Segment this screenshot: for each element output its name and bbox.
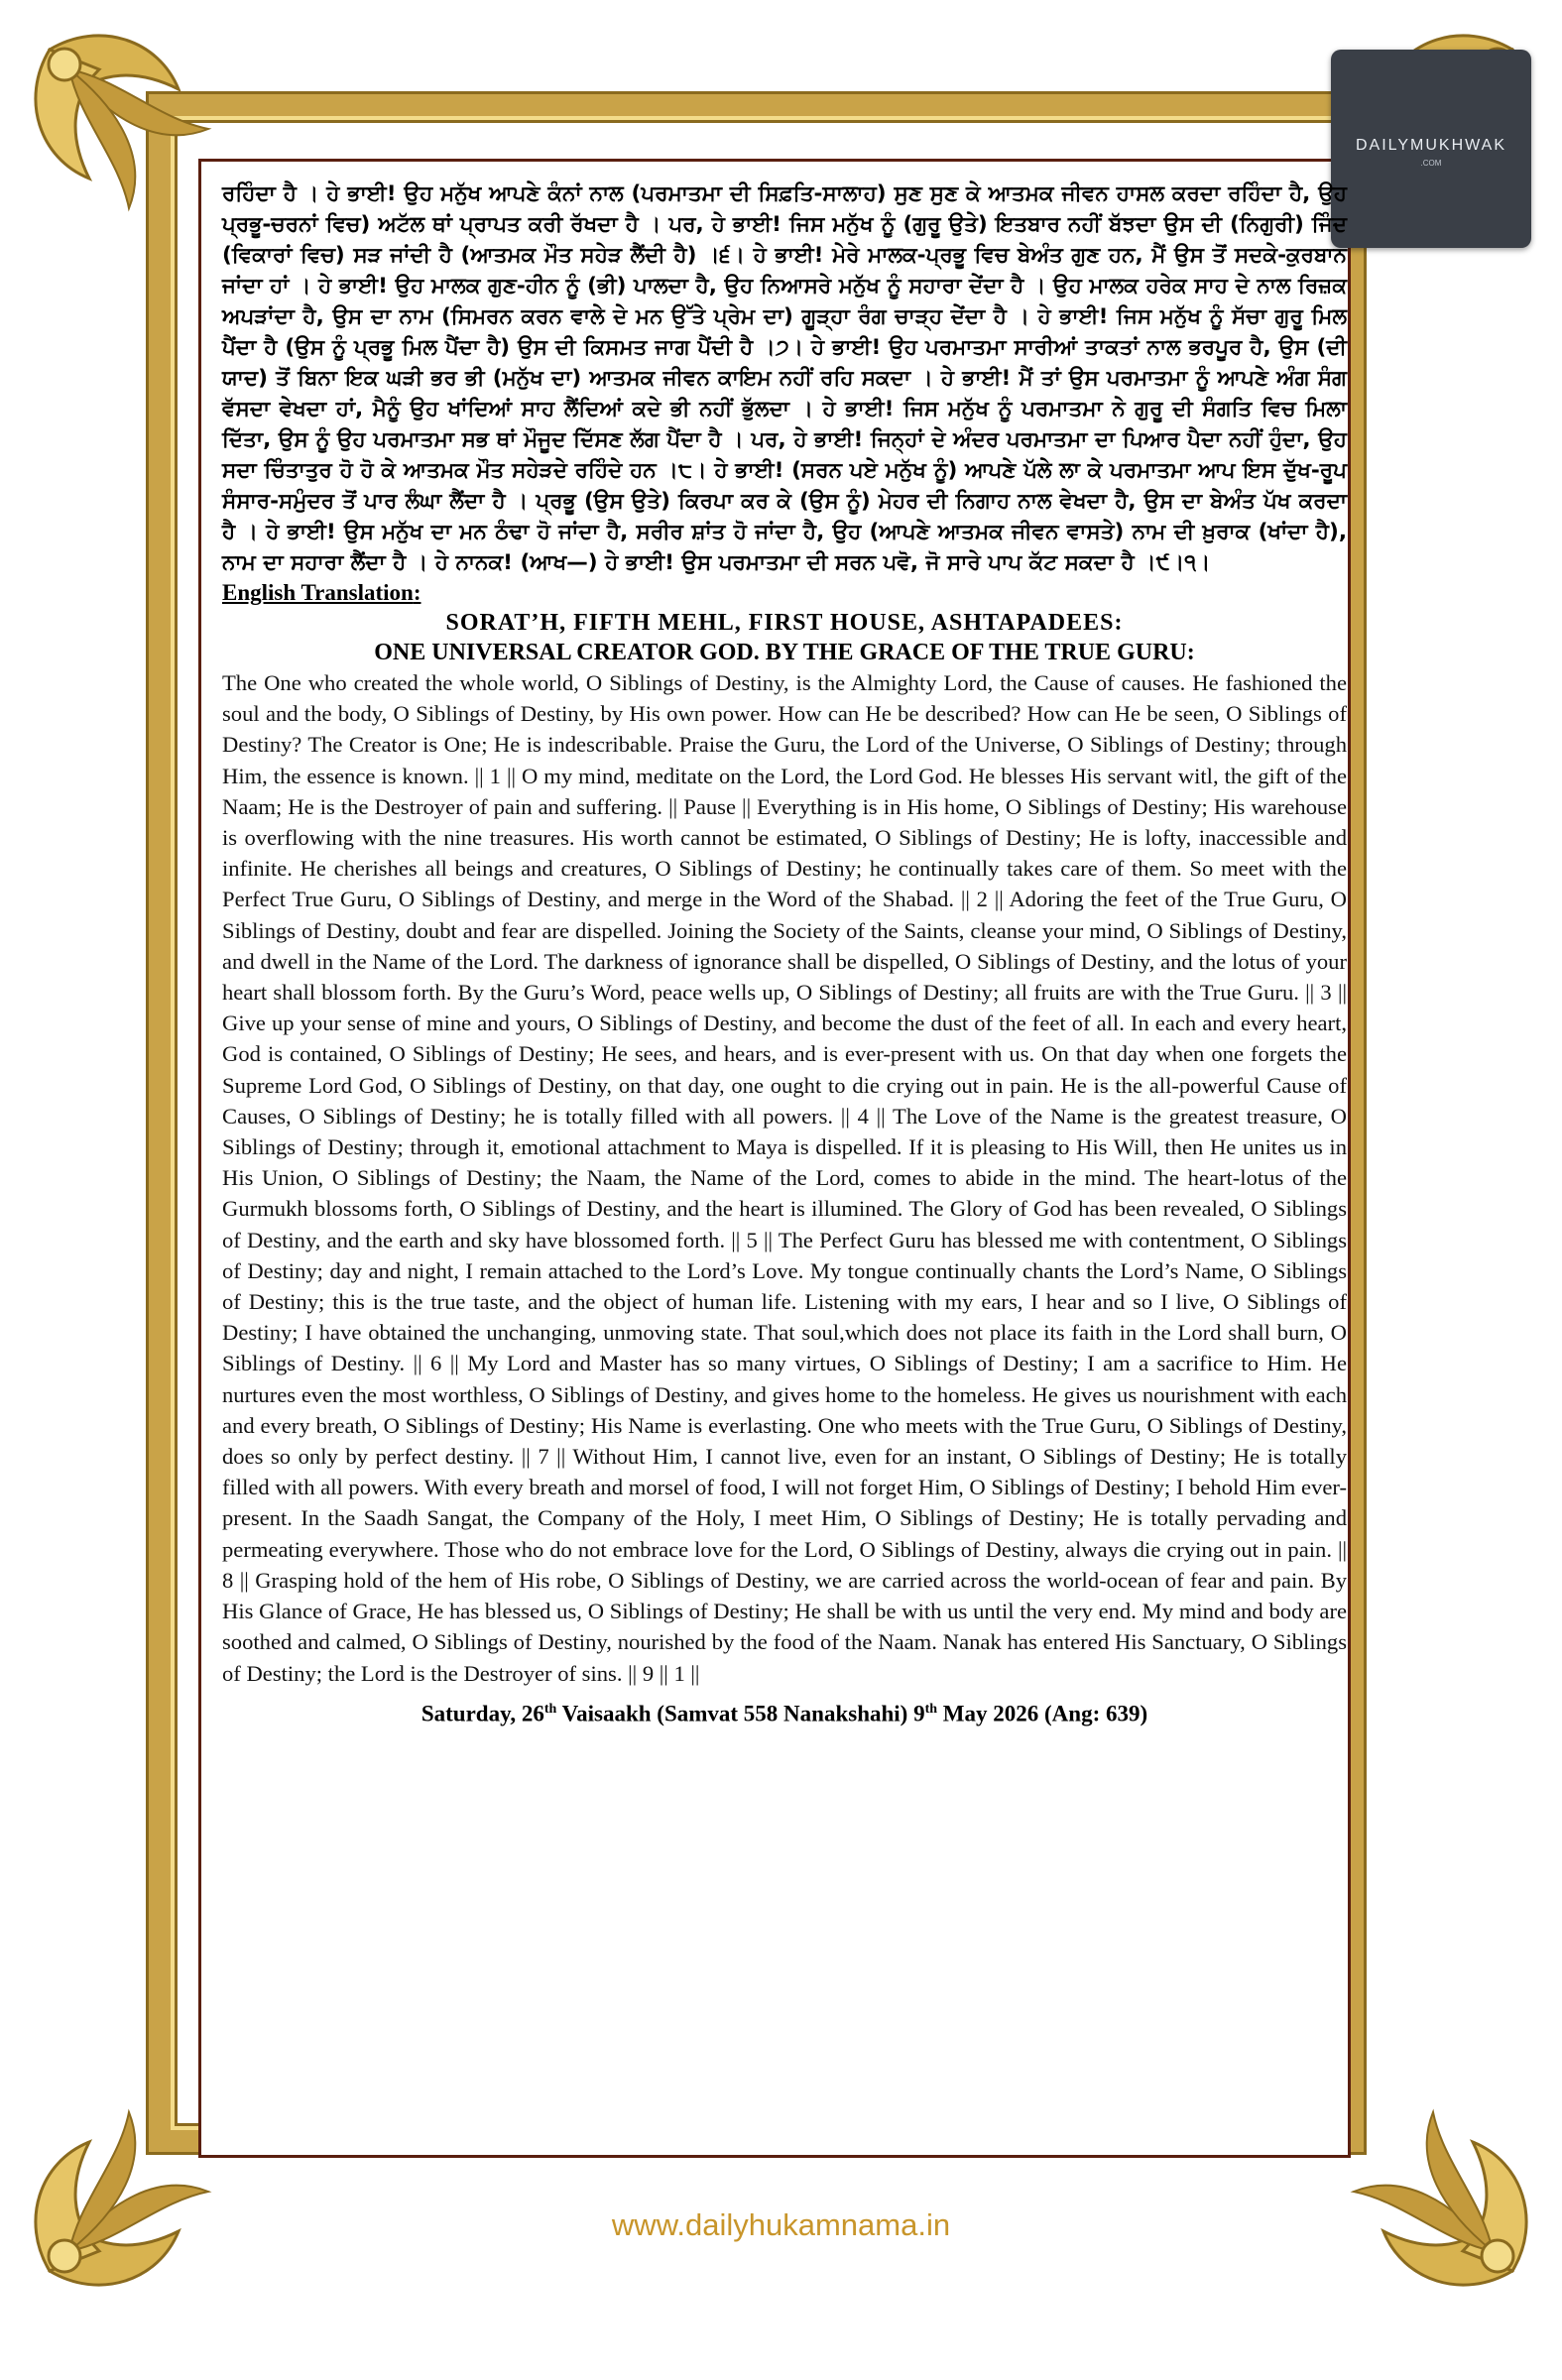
logo-text: DAILYMUKHWAK (1355, 137, 1506, 154)
gurmukhi-explanation: ਰਹਿੰਦਾ ਹੈ । ਹੇ ਭਾਈ! ਉਹ ਮਨੁੱਖ ਆਪਣੇ ਕੰਨਾਂ ਨਾਲ (ਪਰਮਾਤਮਾ ਦੀ ਸਿਫ਼ਤਿ-ਸਾਲਾਹ) ਸੁਣ ਸੁਣ ਕੇ ਆਤਮਕ ਜੀਵਨ ਹਾਸਲ ਕਰਦਾ ਰਹਿੰਦਾ ਹੈ, ਉਹ ਪ੍ਰਭੂ-ਚਰਨਾਂ ਵਿਚ) ਅਟੱਲ ਥਾਂ ਪ੍ਰਾਪਤ ਕਰੀ ਰੱਖਦਾ ਹੈ । ਪਰ, ਹੇ ਭਾਈ! ਜਿਸ ਮਨੁੱਖ ਨੂੰ (ਗੁਰੂ ਉਤੇ) ਇਤਬਾਰ ਨਹੀਂ ਬੱਝਦਾ ਉਸ ਦੀ (ਨਿਗੁਰੀ) ਜਿੰਦ (ਵਿਕਾਰਾਂ ਵਿਚ) ਸੜ ਜਾਂਦੀ ਹੈ (ਆਤਮਕ ਮੌਤ ਸਹੇੜ ਲੈਂਦੀ ਹੈ) ।੬। ਹੇ ਭਾਈ! ਮੇਰੇ ਮਾਲਕ-ਪ੍ਰਭੂ ਵਿਚ ਬੇਅੰਤ ਗੁਣ ਹਨ, ਮੈਂ ਉਸ ਤੋਂ ਸਦਕੇ-ਕੁਰਬਾਨ ਜਾਂਦਾ ਹਾਂ । ਹੇ ਭਾਈ! ਉਹ ਮਾਲਕ ਗੁਣ-ਹੀਨ ਨੂੰ (ਭੀ) ਪਾਲਦਾ ਹੈ, ਉਹ ਨਿਆਸਰੇ ਮਨੁੱਖ ਨੂੰ ਸਹਾਰਾ ਦੇਂਦਾ ਹੈ । ਉਹ ਮਾਲਕ ਹਰੇਕ ਸਾਹ ਦੇ ਨਾਲ ਰਿਜ਼ਕ ਅਪੜਾਂਦਾ ਹੈ, ਉਸ ਦਾ ਨਾਮ (ਸਿਮਰਨ ਕਰਨ ਵਾਲੇ ਦੇ ਮਨ ਉੱਤੇ ਪ੍ਰੇਮ ਦਾ) ਗੂੜ੍ਹਾ ਰੰਗ ਚਾੜ੍ਹ ਦੇਂਦਾ ਹੈ । ਹੇ ਭਾਈ! ਜਿਸ ਮਨੁੱਖ ਨੂੰ ਸੱਚਾ ਗੁਰੂ ਮਿਲ ਪੈਂਦਾ ਹੈ (ਉਸ ਨੂੰ ਪ੍ਰਭੂ ਮਿਲ ਪੈਂਦਾ ਹੈ) ਉਸ ਦੀ ਕਿਸਮਤ ਜਾਗ ਪੈਂਦੀ ਹੈ ।੭। ਹੇ ਭਾਈ! ਉਹ ਪਰਮਾਤਮਾ ਸਾਰੀਆਂ ਤਾਕਤਾਂ ਨਾਲ ਭਰਪੂਰ ਹੈ, ਉਸ (ਦੀ ਯਾਦ) ਤੋਂ ਬਿਨਾ ਇਕ ਘੜੀ ਭਰ ਭੀ (ਮਨੁੱਖ ਦਾ) ਆਤਮਕ ਜੀਵਨ ਕਾਇਮ ਨਹੀਂ ਰਹਿ ਸਕਦਾ । ਹੇ ਭਾਈ! ਮੈਂ ਤਾਂ ਉਸ ਪਰਮਾਤਮਾ ਨੂੰ ਆਪਣੇ ਅੰਗ ਸੰਗ ਵੱਸਦਾ ਵੇਖਦਾ ਹਾਂ, ਮੈਨੂੰ ਉਹ ਖਾਂਦਿਆਂ ਸਾਹ ਲੈਂਦਿਆਂ ਕਦੇ ਭੀ ਨਹੀਂ ਭੁੱਲਦਾ । ਹੇ ਭਾਈ! ਜਿਸ ਮਨੁੱਖ ਨੂੰ ਪਰਮਾਤਮਾ ਨੇ ਗੁਰੂ ਦੀ ਸੰਗਤਿ ਵਿਚ ਮਿਲਾ ਦਿੱਤਾ, ਉਸ ਨੂੰ ਉਹ ਪਰਮਾਤਮਾ ਸਭ ਥਾਂ ਮੌਜੂਦ ਦਿੱਸਣ ਲੱਗ ਪੈਂਦਾ ਹੈ । ਪਰ, ਹੇ ਭਾਈ! ਜਿਨ੍ਹਾਂ ਦੇ ਅੰਦਰ ਪਰਮਾਤਮਾ ਦਾ ਪਿਆਰ ਪੈਦਾ ਨਹੀਂ ਹੁੰਦਾ, ਉਹ ਸਦਾ ਚਿੰਤਾਤੁਰ ਹੋ ਹੋ ਕੇ ਆਤਮਕ ਮੌਤ ਸਹੇੜਦੇ ਰਹਿੰਦੇ ਹਨ ।੮। ਹੇ ਭਾਈ! (ਸਰਨ ਪਏ ਮਨੁੱਖ ਨੂੰ) ਆਪਣੇ ਪੱਲੇ ਲਾ ਕੇ ਪਰਮਾਤਮਾ ਆਪ ਇਸ ਦੁੱਖ-ਰੂਪ ਸੰਸਾਰ-ਸਮੁੰਦਰ ਤੋਂ ਪਾਰ ਲੰਘਾ ਲੈਂਦਾ ਹੈ । ਪ੍ਰਭੂ (ਉਸ ਉਤੇ) ਕਿਰਪਾ ਕਰ ਕੇ (ਉਸ ਨੂੰ) ਮੇਹਰ ਦੀ ਨਿਗਾਹ ਨਾਲ ਵੇਖਦਾ ਹੈ, ਉਸ ਦਾ ਬੇਅੰਤ ਪੱਖ ਕਰਦਾ ਹੈ । ਹੇ ਭਾਈ! ਉਸ ਮਨੁੱਖ ਦਾ ਮਨ ਠੰਢਾ ਹੋ ਜਾਂਦਾ ਹੈ, ਸਰੀਰ ਸ਼ਾਂਤ ਹੋ ਜਾਂਦਾ ਹੈ, ਉਹ (ਆਪਣੇ ਆਤਮਕ ਜੀਵਨ ਵਾਸਤੇ) ਨਾਮ ਦੀ ਖ਼ੁਰਾਕ (ਖਾਂਦਾ ਹੈ), ਨਾਮ ਦਾ ਸਹਾਰਾ ਲੈਂਦਾ ਹੈ । ਹੇ ਨਾਨਕ! (ਆਖ—) ਹੇ ਭਾਈ! ਉਸ ਪਰਮਾਤਮਾ ਦੀ ਸਰਨ ਪਵੋ, ਜੋ ਸਾਰੇ ਪਾਪ ਕੱਟ ਸਕਦਾ ਹੈ ।੯।੧। (222, 181, 1347, 575)
shabad-heading-1: SORAT’H, FIFTH MEHL, FIRST HOUSE, ASHTAPADEES: (445, 610, 1124, 636)
ribbon-bow-corner-icon (1324, 2082, 1552, 2311)
logo-subtext: .COM (1420, 159, 1442, 168)
shabad-heading-2: ONE UNIVERSAL CREATOR GOD. BY THE GRACE OF THE TRUE GURU: (374, 640, 1195, 665)
site-logo (1331, 50, 1531, 248)
date-line: Saturday, 26th Vaisaakh (Samvat 558 Nanakshahi) 9th May 2026 (Ang: 639) (421, 1701, 1148, 1726)
english-translation-text: The One who created the whole world, O Siblings of Destiny, is the Almighty Lord, the Cause of causes. He fashioned the soul and the body, O Siblings of Destiny, by His own power. How can He be described? How can He be seen, O Siblings of Destiny? The Creator is One; He is indescribable. Praise the Guru, the Lord of the Universe, O Siblings of Destiny; through Him, the essence is known. || 1 || O my mind, meditate on the Lord, the Lord God. He blesses His servant witl, the gift of the Naam; He is the Destroyer of pain and suffering. || Pause || Everything is in His home, O Siblings of Destiny; His warehouse is overflowing with the nine treasures. His worth cannot be estimated, O Siblings of Destiny; He is lofty, inaccessible and infinite. He cherishes all beings and creatures, O Siblings of Destiny; he continually takes care of them. So meet with the Perfect True Guru, O Siblings of Destiny, and merge in the Word of the Shabad. || 2 || Adoring the feet of the True Guru, O Siblings of Destiny, doubt and fear are dispelled. Joining the Society of the Saints, cleanse your mind, O Siblings of Destiny, and dwell in the Name of the Lord. The darkness of ignorance shall be dispelled, O Siblings of Destiny, and the lotus of your heart shall blossom forth. By the Guru’s Word, peace wells up, O Siblings of Destiny; all fruits are with the True Guru. || 3 || Give up your sense of mine and yours, O Siblings of Destiny, and become the dust of the feet of all. In each and every heart, God is contained, O Siblings of Destiny; He sees, and hears, and is ever-present with us. On that day when one forgets the Supreme Lord God, O Siblings of Destiny, on that day, one ought to die crying out in pain. He is the all-powerful Cause of Causes, O Siblings of Destiny; he is totally filled with all powers. || 4 || The Love of the Name is the greatest treasure, O Siblings of Destiny; through it, emotional attachment to Maya is dispelled. If it is pleasing to His Will, then He unites us in His Union, O Siblings of Destiny; the Naam, the Name of the Lord, comes to abide in the mind. The heart-lotus of the Gurmukh blossoms forth, O Siblings of Destiny, and the heart is illumined. The Glory of God has been revealed, O Siblings of Destiny, and the earth and sky have blossomed forth. || 5 || The Perfect Guru has blessed me with contentment, O Siblings of Destiny; day and night, I remain attached to the Lord’s Love. My tongue continually chants the Lord’s Name, O Siblings of Destiny; this is the true taste, and the object of human life. Listening with my ears, I hear and so I live, O Siblings of Destiny; I have obtained the unchanging, unmoving state. That soul,which does not place its faith in the Lord shall burn, O Siblings of Destiny. || 6 || My Lord and Master has so many virtues, O Siblings of Destiny; I am a sacrifice to Him. He nurtures even the most worthless, O Siblings of Destiny, and gives home to the homeless. He gives us nourishment with each and every breath, O Siblings of Destiny; His Name is everlasting. One who meets with the True Guru, O Siblings of Destiny, does so only by perfect destiny. || 7 || Without Him, I cannot live, even for an instant, O Siblings of Destiny; He is totally filled with all powers. With every breath and morsel of food, I will not forget Him, O Siblings of Destiny; I behold Him ever-present. In the Saadh Sangat, the Company of the Holy, I meet Him, O Siblings of Destiny; He is totally pervading and permeating everywhere. Those who do not embrace love for the Lord, O Siblings of Destiny, always die crying out in pain. || 8 || Grasping hold of the hem of His robe, O Siblings of Destiny, we are carried across the world-ocean of fear and pain. By His Glance of Grace, He has blessed us, O Siblings of Destiny; He shall be with us until the very end. My mind and body are soothed and calmed, O Siblings of Destiny, nourished by the food of the Naam. Nanak has entered His Sanctuary, O Siblings of Destiny; the Lord is the Destroyer of sins. || 9 || 1 || (222, 670, 1347, 1686)
hukamnama-content (222, 178, 1347, 1728)
english-translation-label: English Translation: (222, 580, 421, 605)
website-link[interactable]: www.dailyhukamnama.in (611, 2207, 951, 2242)
